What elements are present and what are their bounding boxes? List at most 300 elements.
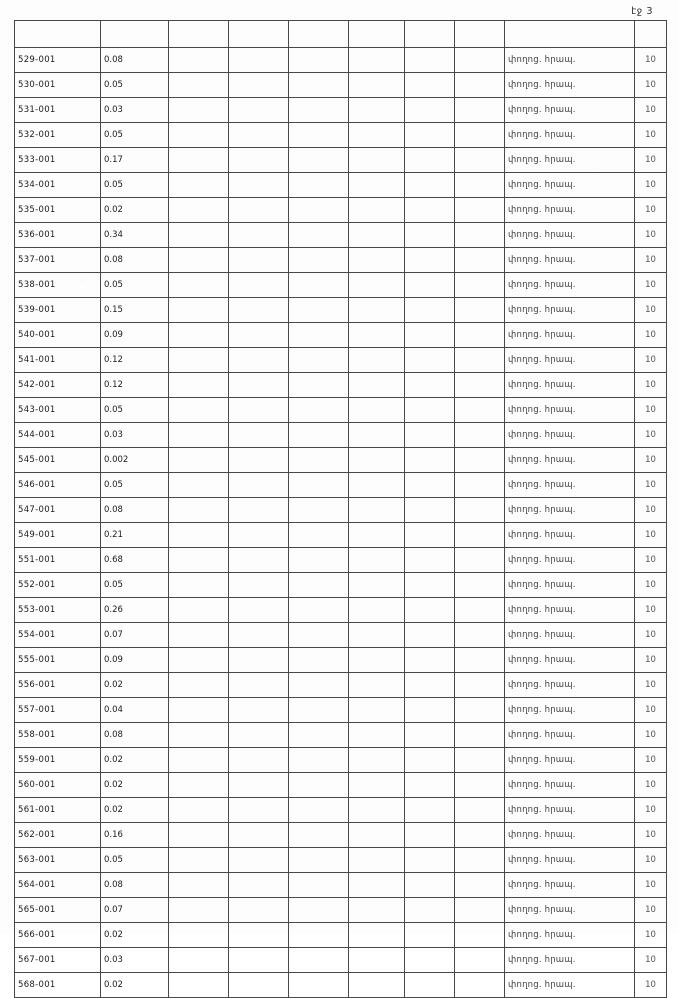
table-row	[15, 48, 667, 73]
cell-code: 546-001	[15, 473, 101, 498]
cell-note: փողոց. հրապ.	[505, 323, 635, 348]
cell-blank-1	[169, 48, 229, 73]
cell-code: 541-001	[15, 348, 101, 373]
cell-note: փողոց. հրապ.	[505, 798, 635, 823]
cell-note: փողոց. հրապ.	[505, 423, 635, 448]
cell-blank-5	[405, 598, 455, 623]
cell-code: 533-001	[15, 148, 101, 173]
cell-value: 0.03	[101, 948, 169, 973]
cell-code: 555-001	[15, 648, 101, 673]
cell-blank-2	[229, 148, 289, 173]
cell-note: փողոց. հրապ.	[505, 823, 635, 848]
table-head-band	[15, 21, 667, 48]
cell-blank-5	[405, 523, 455, 548]
cell-code: 539-001	[15, 298, 101, 323]
table-row	[15, 598, 667, 623]
cell-blank-1	[169, 573, 229, 598]
cell-blank-2	[229, 748, 289, 773]
cell-note: փողոց. հրապ.	[505, 598, 635, 623]
cell-tail: 10	[635, 223, 667, 248]
cell-blank-2	[229, 848, 289, 873]
cell-blank-4	[349, 698, 405, 723]
cell-blank-2	[229, 598, 289, 623]
cell-blank-6	[455, 123, 505, 148]
cell-blank-3	[289, 448, 349, 473]
cell-value: 0.05	[101, 573, 169, 598]
table-row	[15, 398, 667, 423]
cell-blank-6	[455, 673, 505, 698]
cell-value: 0.03	[101, 423, 169, 448]
cell-blank-3	[289, 973, 349, 998]
data-table	[14, 20, 667, 998]
cell-blank-2	[229, 723, 289, 748]
cell-value: 0.12	[101, 348, 169, 373]
cell-blank-5	[405, 773, 455, 798]
cell-blank-5	[405, 448, 455, 473]
cell-tail: 10	[635, 398, 667, 423]
cell-blank-1	[169, 673, 229, 698]
cell-blank-3	[289, 323, 349, 348]
cell-blank-1	[169, 73, 229, 98]
cell-blank-2	[229, 923, 289, 948]
cell-tail: 10	[635, 548, 667, 573]
cell-blank-5	[405, 73, 455, 98]
cell-blank-5	[405, 48, 455, 73]
cell-note: փողոց. հրապ.	[505, 898, 635, 923]
cell-value: 0.17	[101, 148, 169, 173]
cell-blank-2	[229, 98, 289, 123]
table-row	[15, 473, 667, 498]
cell-blank-6	[455, 323, 505, 348]
cell-blank-3	[289, 573, 349, 598]
cell-note: փողոց. հրապ.	[505, 973, 635, 998]
cell-blank-4	[349, 148, 405, 173]
cell-blank-1	[169, 648, 229, 673]
cell-blank-6	[455, 298, 505, 323]
cell-blank-3	[289, 273, 349, 298]
cell-value: 0.15	[101, 298, 169, 323]
cell-blank-5	[405, 573, 455, 598]
cell-value: 0.05	[101, 473, 169, 498]
cell-blank-6	[455, 198, 505, 223]
cell-blank-5	[405, 848, 455, 873]
cell-blank-5	[405, 198, 455, 223]
cell-blank-1	[169, 123, 229, 148]
cell-value: 0.07	[101, 898, 169, 923]
cell-blank-6	[455, 748, 505, 773]
cell-blank-3	[289, 398, 349, 423]
cell-blank-5	[405, 248, 455, 273]
cell-note: փողոց. հրապ.	[505, 848, 635, 873]
cell-value: 0.05	[101, 848, 169, 873]
cell-blank-3	[289, 498, 349, 523]
cell-code: 553-001	[15, 598, 101, 623]
table-row	[15, 973, 667, 998]
cell-blank-5	[405, 548, 455, 573]
cell-blank-2	[229, 373, 289, 398]
cell-blank-4	[349, 648, 405, 673]
header-cell-blank3	[289, 21, 349, 48]
cell-blank-2	[229, 323, 289, 348]
cell-tail: 10	[635, 198, 667, 223]
cell-tail: 10	[635, 973, 667, 998]
cell-blank-3	[289, 248, 349, 273]
cell-note: փողոց. հրապ.	[505, 648, 635, 673]
table-row	[15, 623, 667, 648]
cell-note: փողոց. հրապ.	[505, 573, 635, 598]
table-row	[15, 248, 667, 273]
cell-code: 567-001	[15, 948, 101, 973]
cell-blank-6	[455, 798, 505, 823]
cell-blank-4	[349, 298, 405, 323]
cell-blank-5	[405, 923, 455, 948]
table-row	[15, 873, 667, 898]
cell-note: փողոց. հրապ.	[505, 373, 635, 398]
header-cell-code	[15, 21, 101, 48]
cell-blank-5	[405, 498, 455, 523]
cell-note: փողոց. հրապ.	[505, 523, 635, 548]
cell-blank-2	[229, 698, 289, 723]
cell-blank-6	[455, 223, 505, 248]
cell-note: փողոց. հրապ.	[505, 623, 635, 648]
table-row	[15, 223, 667, 248]
cell-note: փողոց. հրապ.	[505, 173, 635, 198]
cell-code: 565-001	[15, 898, 101, 923]
table-row	[15, 848, 667, 873]
cell-code: 538-001	[15, 273, 101, 298]
table-row	[15, 573, 667, 598]
table-row	[15, 448, 667, 473]
cell-blank-4	[349, 948, 405, 973]
header-cell-blank5	[405, 21, 455, 48]
cell-blank-4	[349, 248, 405, 273]
cell-blank-6	[455, 698, 505, 723]
cell-blank-6	[455, 523, 505, 548]
cell-blank-3	[289, 48, 349, 73]
cell-tail: 10	[635, 248, 667, 273]
cell-blank-3	[289, 373, 349, 398]
table-row	[15, 98, 667, 123]
cell-blank-4	[349, 673, 405, 698]
cell-tail: 10	[635, 123, 667, 148]
cell-value: 0.05	[101, 398, 169, 423]
cell-blank-1	[169, 848, 229, 873]
cell-code: 566-001	[15, 923, 101, 948]
cell-value: 0.09	[101, 648, 169, 673]
table-row	[15, 723, 667, 748]
cell-blank-2	[229, 73, 289, 98]
cell-blank-3	[289, 298, 349, 323]
cell-blank-5	[405, 798, 455, 823]
cell-blank-4	[349, 448, 405, 473]
cell-note: փողոց. հրապ.	[505, 73, 635, 98]
cell-blank-5	[405, 423, 455, 448]
cell-blank-3	[289, 348, 349, 373]
cell-code: 547-001	[15, 498, 101, 523]
cell-code: 532-001	[15, 123, 101, 148]
table-row	[15, 348, 667, 373]
cell-blank-5	[405, 398, 455, 423]
cell-code: 560-001	[15, 773, 101, 798]
cell-tail: 10	[635, 373, 667, 398]
cell-code: 535-001	[15, 198, 101, 223]
cell-note: փողոց. հրապ.	[505, 398, 635, 423]
cell-note: փողոց. հրապ.	[505, 98, 635, 123]
cell-blank-4	[349, 173, 405, 198]
cell-blank-5	[405, 173, 455, 198]
cell-value: 0.21	[101, 523, 169, 548]
cell-blank-5	[405, 623, 455, 648]
cell-blank-3	[289, 698, 349, 723]
cell-tail: 10	[635, 273, 667, 298]
cell-blank-1	[169, 798, 229, 823]
cell-blank-4	[349, 373, 405, 398]
cell-blank-4	[349, 798, 405, 823]
cell-blank-1	[169, 598, 229, 623]
cell-blank-5	[405, 473, 455, 498]
cell-blank-5	[405, 698, 455, 723]
cell-blank-1	[169, 498, 229, 523]
cell-blank-2	[229, 123, 289, 148]
cell-value: 0.26	[101, 598, 169, 623]
cell-code: 531-001	[15, 98, 101, 123]
cell-value: 0.002	[101, 448, 169, 473]
cell-blank-4	[349, 923, 405, 948]
cell-note: փողոց. հրապ.	[505, 123, 635, 148]
table-row	[15, 898, 667, 923]
cell-value: 0.02	[101, 198, 169, 223]
cell-value: 0.09	[101, 323, 169, 348]
cell-tail: 10	[635, 498, 667, 523]
cell-blank-2	[229, 773, 289, 798]
cell-tail: 10	[635, 873, 667, 898]
cell-blank-2	[229, 823, 289, 848]
cell-code: 554-001	[15, 623, 101, 648]
cell-blank-4	[349, 398, 405, 423]
cell-tail: 10	[635, 73, 667, 98]
cell-code: 540-001	[15, 323, 101, 348]
cell-blank-3	[289, 623, 349, 648]
cell-blank-6	[455, 448, 505, 473]
cell-blank-2	[229, 673, 289, 698]
cell-blank-6	[455, 48, 505, 73]
cell-value: 0.08	[101, 498, 169, 523]
cell-blank-3	[289, 148, 349, 173]
cell-code: 543-001	[15, 398, 101, 423]
cell-blank-2	[229, 173, 289, 198]
cell-tail: 10	[635, 673, 667, 698]
cell-blank-5	[405, 723, 455, 748]
table-row	[15, 948, 667, 973]
cell-tail: 10	[635, 723, 667, 748]
cell-blank-6	[455, 73, 505, 98]
cell-blank-6	[455, 623, 505, 648]
cell-blank-2	[229, 423, 289, 448]
cell-blank-2	[229, 623, 289, 648]
cell-blank-2	[229, 898, 289, 923]
cell-tail: 10	[635, 948, 667, 973]
cell-tail: 10	[635, 298, 667, 323]
cell-code: 537-001	[15, 248, 101, 273]
cell-note: փողոց. հրապ.	[505, 298, 635, 323]
cell-blank-4	[349, 348, 405, 373]
cell-tail: 10	[635, 173, 667, 198]
cell-blank-5	[405, 148, 455, 173]
table-row	[15, 273, 667, 298]
cell-blank-1	[169, 523, 229, 548]
cell-blank-2	[229, 48, 289, 73]
table-row	[15, 698, 667, 723]
cell-blank-6	[455, 573, 505, 598]
cell-note: փողոց. հրապ.	[505, 698, 635, 723]
cell-tail: 10	[635, 473, 667, 498]
cell-blank-3	[289, 873, 349, 898]
cell-blank-1	[169, 923, 229, 948]
cell-blank-3	[289, 923, 349, 948]
cell-blank-3	[289, 173, 349, 198]
cell-blank-3	[289, 673, 349, 698]
cell-tail: 10	[635, 523, 667, 548]
cell-value: 0.03	[101, 98, 169, 123]
cell-blank-6	[455, 273, 505, 298]
cell-blank-2	[229, 223, 289, 248]
table-row	[15, 148, 667, 173]
cell-blank-6	[455, 873, 505, 898]
cell-note: փողոց. հրապ.	[505, 473, 635, 498]
cell-blank-5	[405, 298, 455, 323]
cell-blank-1	[169, 198, 229, 223]
cell-blank-1	[169, 423, 229, 448]
cell-blank-4	[349, 98, 405, 123]
cell-tail: 10	[635, 323, 667, 348]
table-row	[15, 298, 667, 323]
table-row	[15, 548, 667, 573]
cell-blank-3	[289, 823, 349, 848]
cell-value: 0.16	[101, 823, 169, 848]
cell-note: փողոց. հրապ.	[505, 723, 635, 748]
cell-blank-6	[455, 473, 505, 498]
table-row	[15, 323, 667, 348]
cell-blank-2	[229, 248, 289, 273]
cell-tail: 10	[635, 773, 667, 798]
cell-tail: 10	[635, 748, 667, 773]
cell-blank-5	[405, 748, 455, 773]
cell-blank-3	[289, 73, 349, 98]
table-row	[15, 123, 667, 148]
cell-blank-2	[229, 948, 289, 973]
cell-blank-6	[455, 723, 505, 748]
cell-tail: 10	[635, 898, 667, 923]
cell-blank-2	[229, 648, 289, 673]
cell-blank-3	[289, 773, 349, 798]
cell-note: փողոց. հրապ.	[505, 348, 635, 373]
cell-tail: 10	[635, 598, 667, 623]
cell-blank-1	[169, 623, 229, 648]
cell-blank-4	[349, 848, 405, 873]
cell-blank-3	[289, 798, 349, 823]
cell-blank-4	[349, 273, 405, 298]
cell-blank-5	[405, 973, 455, 998]
cell-blank-4	[349, 223, 405, 248]
cell-note: փողոց. հրապ.	[505, 748, 635, 773]
cell-tail: 10	[635, 573, 667, 598]
cell-blank-6	[455, 823, 505, 848]
table-row	[15, 748, 667, 773]
cell-blank-5	[405, 673, 455, 698]
cell-blank-4	[349, 873, 405, 898]
cell-blank-1	[169, 298, 229, 323]
cell-blank-6	[455, 548, 505, 573]
table-row	[15, 373, 667, 398]
cell-blank-1	[169, 948, 229, 973]
cell-note: փողոց. հրապ.	[505, 198, 635, 223]
cell-code: 551-001	[15, 548, 101, 573]
cell-value: 0.05	[101, 123, 169, 148]
cell-blank-4	[349, 523, 405, 548]
cell-value: 0.08	[101, 873, 169, 898]
cell-blank-1	[169, 448, 229, 473]
cell-blank-1	[169, 548, 229, 573]
cell-blank-3	[289, 648, 349, 673]
cell-blank-1	[169, 148, 229, 173]
cell-value: 0.02	[101, 673, 169, 698]
cell-note: փողոց. հրապ.	[505, 223, 635, 248]
cell-tail: 10	[635, 448, 667, 473]
cell-value: 0.02	[101, 973, 169, 998]
cell-note: փողոց. հրապ.	[505, 498, 635, 523]
cell-blank-1	[169, 723, 229, 748]
table-row	[15, 73, 667, 98]
cell-code: 549-001	[15, 523, 101, 548]
table-row	[15, 648, 667, 673]
cell-blank-3	[289, 198, 349, 223]
cell-tail: 10	[635, 923, 667, 948]
cell-blank-3	[289, 123, 349, 148]
cell-blank-6	[455, 598, 505, 623]
table-row	[15, 923, 667, 948]
cell-blank-3	[289, 898, 349, 923]
table-row	[15, 798, 667, 823]
cell-value: 0.02	[101, 923, 169, 948]
cell-blank-2	[229, 473, 289, 498]
cell-blank-4	[349, 623, 405, 648]
cell-code: 556-001	[15, 673, 101, 698]
cell-blank-3	[289, 523, 349, 548]
cell-blank-4	[349, 823, 405, 848]
table-row	[15, 823, 667, 848]
cell-blank-3	[289, 598, 349, 623]
cell-blank-4	[349, 73, 405, 98]
cell-blank-6	[455, 648, 505, 673]
table-row	[15, 673, 667, 698]
cell-blank-4	[349, 198, 405, 223]
cell-blank-2	[229, 448, 289, 473]
cell-blank-4	[349, 773, 405, 798]
cell-blank-6	[455, 248, 505, 273]
cell-code: 558-001	[15, 723, 101, 748]
cell-blank-6	[455, 923, 505, 948]
cell-blank-1	[169, 898, 229, 923]
cell-blank-1	[169, 873, 229, 898]
cell-blank-2	[229, 523, 289, 548]
cell-value: 0.05	[101, 73, 169, 98]
table-row	[15, 198, 667, 223]
cell-blank-4	[349, 473, 405, 498]
cell-blank-4	[349, 548, 405, 573]
cell-code: 557-001	[15, 698, 101, 723]
cell-blank-3	[289, 848, 349, 873]
cell-blank-1	[169, 398, 229, 423]
